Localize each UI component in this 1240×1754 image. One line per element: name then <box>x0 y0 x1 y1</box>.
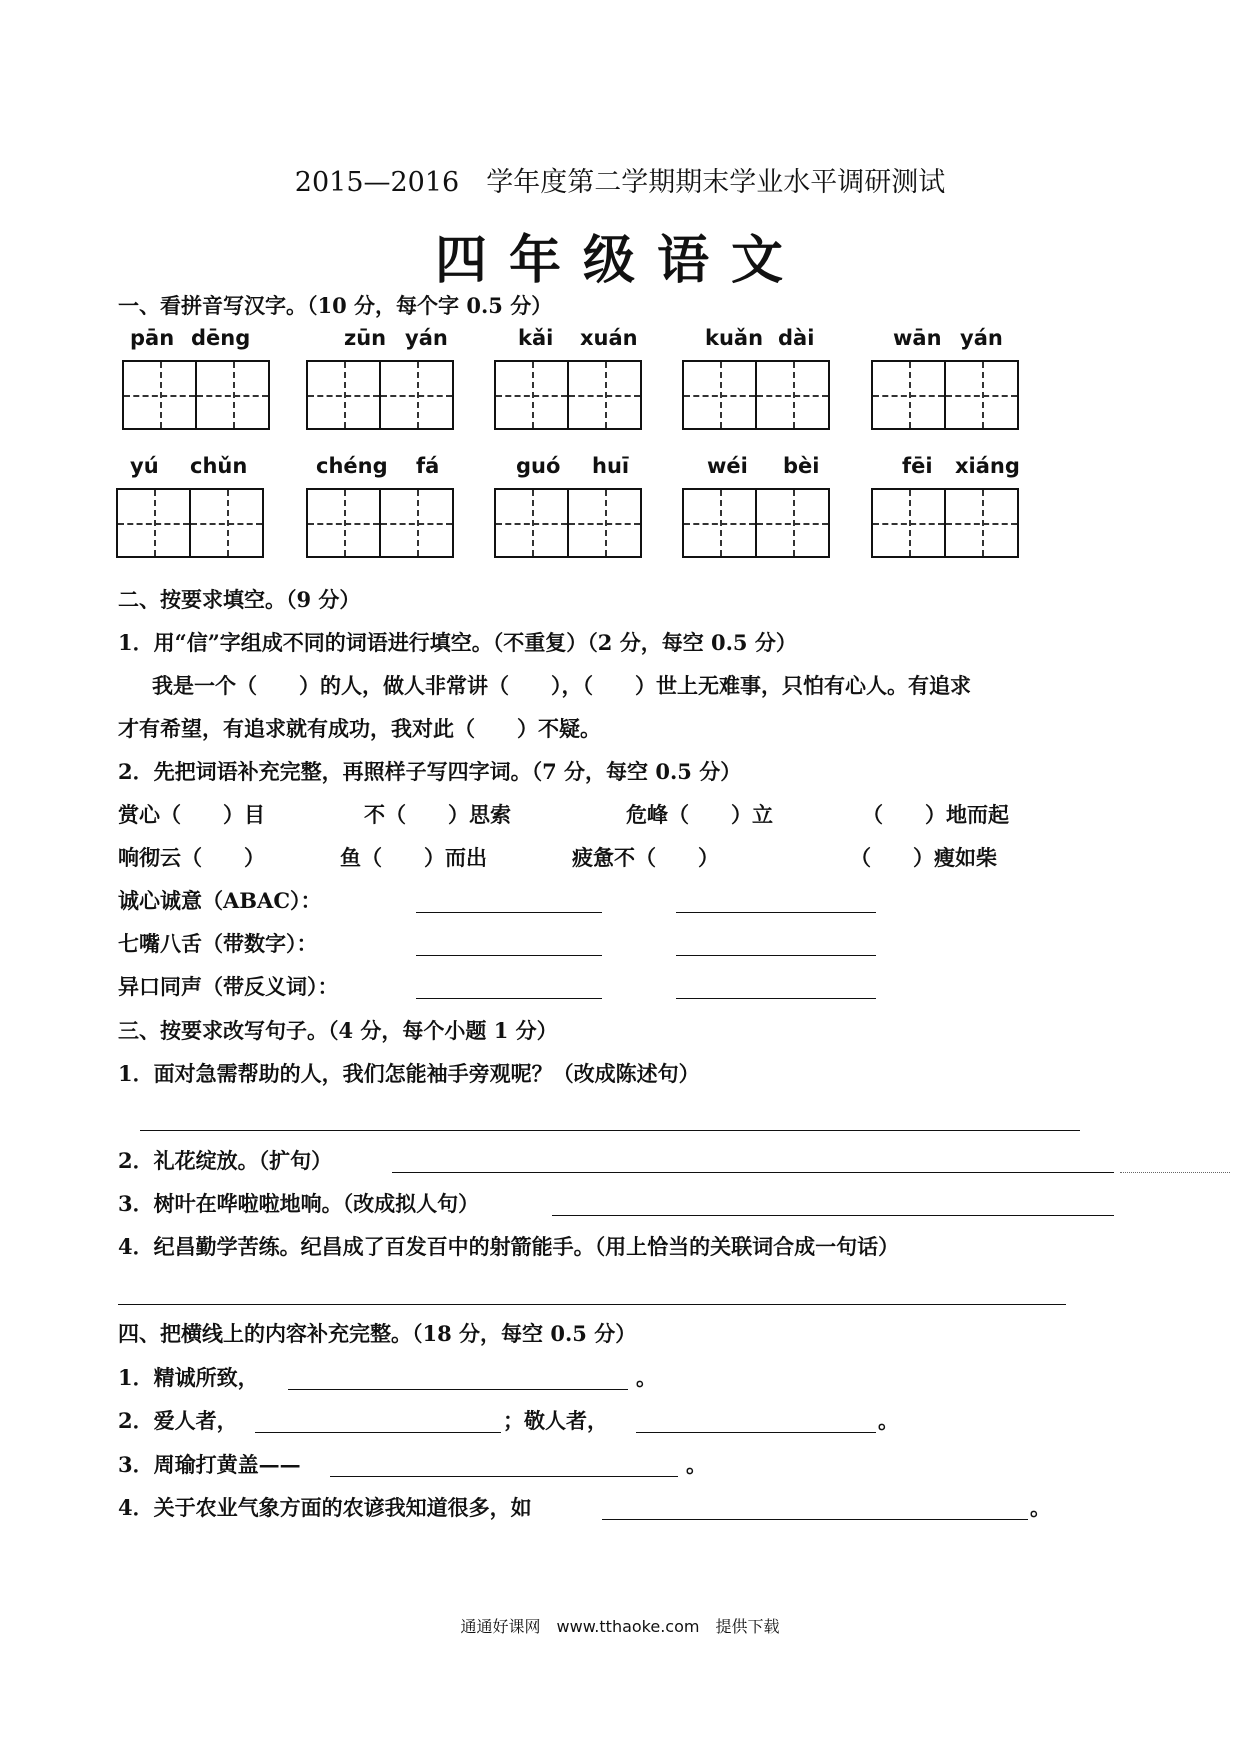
answer-line[interactable] <box>416 955 602 956</box>
pattern-abac-label: 诚心诚意（ABAC）： <box>118 888 322 913</box>
answer-line[interactable] <box>392 1172 1114 1173</box>
idiom-blank: 疲惫不（ ） <box>572 845 719 870</box>
answer-line[interactable] <box>676 912 876 913</box>
exam-title: 四年级语文 <box>434 230 805 291</box>
answer-line[interactable] <box>118 1304 1066 1305</box>
pinyin: kuǎn <box>705 326 764 350</box>
pinyin: fēi <box>902 454 933 478</box>
writing-grid[interactable] <box>682 360 830 430</box>
pattern-number-label: 七嘴八舌（带数字）： <box>118 931 318 956</box>
period: 。 <box>636 1365 657 1390</box>
answer-line[interactable] <box>288 1389 628 1390</box>
footer-credit: 通通好课网 www.tthaoke.com 提供下载 <box>460 1617 780 1636</box>
writing-grid[interactable] <box>306 488 454 558</box>
pinyin: huī <box>592 454 630 478</box>
answer-line[interactable] <box>140 1130 1080 1131</box>
pinyin: zūn <box>344 326 387 350</box>
answer-line[interactable] <box>255 1432 501 1433</box>
question-2-2: 2．先把词语补充完整，再照样子写四字词。（7 分，每空 0.5 分） <box>118 759 742 784</box>
writing-grid[interactable] <box>871 360 1019 430</box>
period: 。 <box>686 1452 707 1477</box>
section-4-heading: 四、把横线上的内容补充完整。（18 分，每空 0.5 分） <box>118 1321 637 1346</box>
answer-line[interactable] <box>676 955 876 956</box>
pinyin: kǎi <box>518 326 554 350</box>
period: 。 <box>1030 1495 1051 1520</box>
writing-grid[interactable] <box>494 488 642 558</box>
answer-line[interactable] <box>552 1215 1114 1216</box>
pinyin: yú <box>130 454 159 478</box>
section-2-heading: 二、按要求填空。（9 分） <box>118 587 361 612</box>
idiom-blank: 危峰（ ）立 <box>626 802 773 827</box>
question-2-1-text-line1: 我是一个（ ）的人，做人非常讲（ ），（ ）世上无难事，只怕有心人。有追求 <box>152 673 971 698</box>
question-4-4: 4．关于农业气象方面的农谚我知道很多，如 <box>118 1495 532 1520</box>
idiom-blank: 不（ ）思索 <box>364 802 511 827</box>
idiom-blank: 赏心（ ）目 <box>118 802 265 827</box>
pinyin: dēng <box>191 326 251 350</box>
question-4-3: 3．周瑜打黄盖—— <box>118 1452 301 1477</box>
period: 。 <box>878 1408 899 1433</box>
idiom-blank: 响彻云（ ） <box>118 845 265 870</box>
exam-subtitle: 2015—2016 学年度第二学期期末学业水平调研测试 <box>294 167 946 198</box>
pinyin: pān <box>130 326 175 350</box>
writing-grid[interactable] <box>122 360 270 430</box>
pinyin: wān <box>893 326 942 350</box>
question-4-2-part2: ；敬人者， <box>503 1408 608 1433</box>
pinyin: chéng <box>316 454 388 478</box>
pinyin: xuán <box>580 326 638 350</box>
pattern-antonym-label: 异口同声（带反义词）： <box>118 974 339 999</box>
writing-grid[interactable] <box>494 360 642 430</box>
pinyin: wéi <box>707 454 748 478</box>
idiom-blank: （ ）瘦如柴 <box>850 845 997 870</box>
pinyin: fá <box>416 454 440 478</box>
writing-grid[interactable] <box>116 488 264 558</box>
question-3-2: 2．礼花绽放。（扩句） <box>118 1148 333 1173</box>
answer-line[interactable] <box>330 1476 678 1477</box>
section-3-heading: 三、按要求改写句子。（4 分，每个小题 1 分） <box>118 1018 558 1043</box>
section-1-heading: 一、看拼音写汉字。（10 分，每个字 0.5 分） <box>118 293 553 318</box>
idiom-blank: 鱼（ ）而出 <box>340 845 487 870</box>
pinyin: xiáng <box>955 454 1020 478</box>
pinyin: dài <box>778 326 815 350</box>
pinyin: yán <box>405 326 448 350</box>
pinyin: chǔn <box>190 454 248 478</box>
writing-grid[interactable] <box>871 488 1019 558</box>
question-3-4: 4．纪昌勤学苦练。纪昌成了百发百中的射箭能手。（用上恰当的关联词合成一句话） <box>118 1234 900 1259</box>
pinyin: bèi <box>783 454 820 478</box>
idiom-blank: （ ）地而起 <box>862 802 1009 827</box>
answer-line[interactable] <box>602 1519 1028 1520</box>
question-2-1: 1．用“信”字组成不同的词语进行填空。（不重复）（2 分，每空 0.5 分） <box>118 630 797 655</box>
answer-line[interactable] <box>416 998 602 999</box>
pinyin: guó <box>516 454 561 478</box>
writing-grid[interactable] <box>306 360 454 430</box>
question-4-2: 2．爱人者， <box>118 1408 238 1433</box>
answer-line[interactable] <box>416 912 602 913</box>
dotted-line <box>1120 1172 1230 1173</box>
pinyin: yán <box>960 326 1003 350</box>
question-3-3: 3．树叶在哗啦啦地响。（改成拟人句） <box>118 1191 480 1216</box>
writing-grid[interactable] <box>682 488 830 558</box>
answer-line[interactable] <box>676 998 876 999</box>
question-4-1: 1．精诚所致， <box>118 1365 259 1390</box>
answer-line[interactable] <box>636 1432 876 1433</box>
question-2-1-text-line2: 才有希望，有追求就有成功，我对此（ ）不疑。 <box>118 716 601 741</box>
question-3-1: 1．面对急需帮助的人，我们怎能袖手旁观呢？（改成陈述句） <box>118 1061 700 1086</box>
